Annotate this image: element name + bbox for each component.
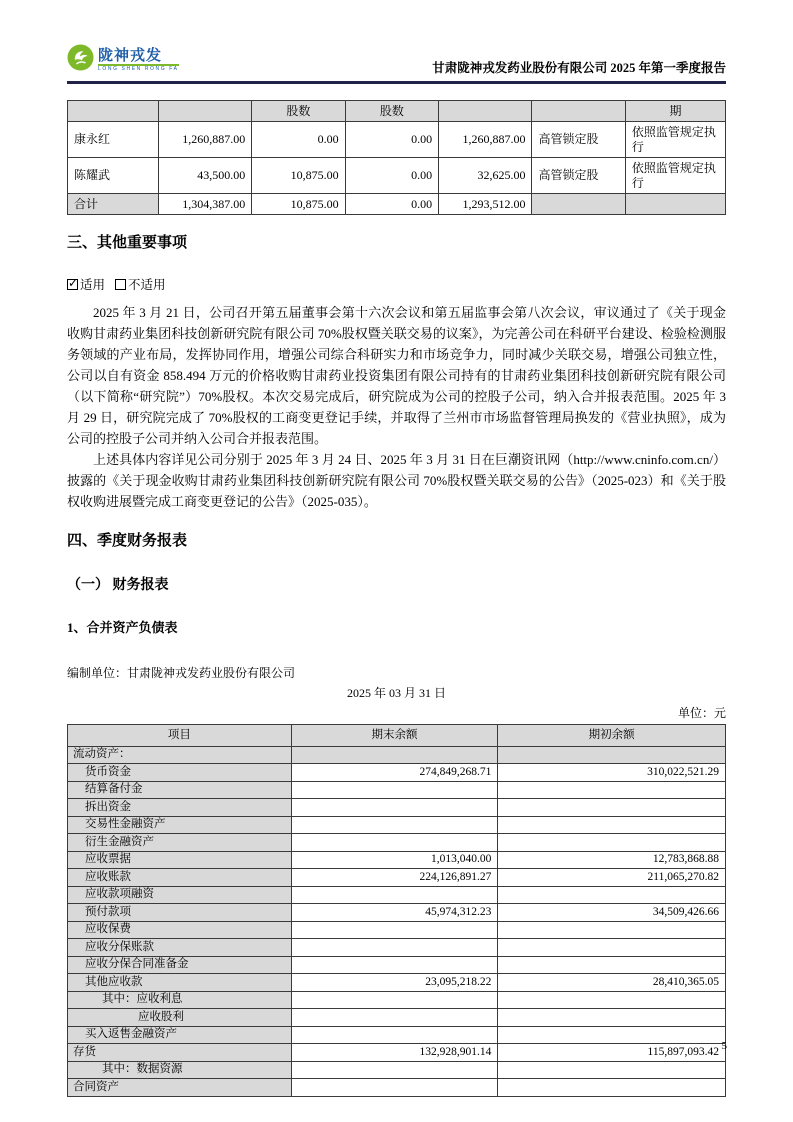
checked-checkbox-icon — [67, 279, 78, 290]
row-label: 应收票据 — [68, 851, 292, 869]
lock-type: 高管锁定股 — [532, 158, 625, 194]
column-header: 股数 — [252, 101, 345, 122]
logo-name-en: LONG SHEN RONG FA — [98, 66, 179, 72]
table-header-row — [68, 725, 726, 747]
row-label: 应收保费 — [68, 921, 292, 939]
applicability-line — [67, 275, 726, 293]
share-count: 10,875.00 — [252, 158, 345, 194]
table-row — [68, 122, 726, 158]
table-row — [68, 1079, 726, 1097]
row-begin-value — [498, 834, 726, 852]
table-row — [68, 851, 726, 869]
row-label: 货币资金 — [68, 764, 292, 782]
table-row — [68, 921, 726, 939]
row-label: 拆出资金 — [68, 799, 292, 817]
table-row — [68, 158, 726, 194]
share-count: 10,875.00 — [252, 194, 345, 215]
unit-label: 单位：元 — [677, 706, 726, 720]
body-paragraph: 上述具体内容详见公司分别于 2025 年 3 月 24 日、2025 年 3 月 31 日在巨潮资讯网（http://www.cninfo.com.cn/）披露的《关于现金收购甘肃药业集团科技创新研究院有限公司 70%股权暨关联交易的公告》（2025-023）和《关于股权收购进展暨完成工商变更登记的公告》（2025-035）。 — [67, 452, 726, 509]
document-page — [67, 0, 726, 1097]
table-row — [68, 904, 726, 922]
unchecked-checkbox-icon — [115, 279, 126, 290]
share-count: 0.00 — [252, 122, 345, 158]
row-begin-value — [498, 1061, 726, 1079]
table-row — [68, 1061, 726, 1079]
share-count: 1,260,887.00 — [158, 122, 251, 158]
row-begin-value — [498, 1079, 726, 1097]
row-begin-value: 34,509,426.66 — [498, 904, 726, 922]
table-row — [68, 991, 726, 1009]
row-label: 结算备付金 — [68, 781, 292, 799]
column-header — [532, 101, 625, 122]
company-logo — [67, 44, 179, 76]
table-row — [68, 956, 726, 974]
share-count: 32,625.00 — [439, 158, 532, 194]
row-begin-value — [498, 956, 726, 974]
row-begin-value: 310,022,521.29 — [498, 764, 726, 782]
row-end-value: 132,928,901.14 — [291, 1044, 498, 1062]
column-header — [68, 101, 159, 122]
row-end-value: 1,013,040.00 — [291, 851, 498, 869]
row-end-value — [291, 834, 498, 852]
row-label: 买入返售金融资产 — [68, 1026, 292, 1044]
row-label: 衍生金融资产 — [68, 834, 292, 852]
row-begin-value — [498, 799, 726, 817]
share-count: 1,260,887.00 — [439, 122, 532, 158]
row-end-value: 224,126,891.27 — [291, 869, 498, 887]
share-count: 0.00 — [345, 122, 438, 158]
not-applicable-label: 不适用 — [128, 278, 166, 292]
row-end-value: 23,095,218.22 — [291, 974, 498, 992]
row-begin-value — [498, 886, 726, 904]
row-end-value — [291, 1009, 498, 1027]
row-end-value — [291, 886, 498, 904]
row-begin-value — [498, 991, 726, 1009]
statement-title: 1、合并资产负债表 — [67, 620, 178, 635]
row-begin-value: 28,410,365.05 — [498, 974, 726, 992]
table-row — [68, 1044, 726, 1062]
table-row — [68, 974, 726, 992]
subsection-heading: （一） 财务报表 — [67, 578, 169, 593]
table-row — [68, 869, 726, 887]
table-total-row — [68, 194, 726, 215]
row-label: 应收分保账款 — [68, 939, 292, 957]
row-end-value — [291, 1061, 498, 1079]
table-row — [68, 1009, 726, 1027]
row-label: 其中：数据资源 — [68, 1061, 292, 1079]
row-end-value — [291, 939, 498, 957]
row-end-value — [291, 799, 498, 817]
share-count: 0.00 — [345, 158, 438, 194]
row-end-value — [291, 816, 498, 834]
lock-note: 依照监管规定执行 — [625, 122, 725, 158]
row-label: 应收账款 — [68, 869, 292, 887]
table-row — [68, 939, 726, 957]
page-header — [67, 0, 726, 84]
row-begin-value — [498, 816, 726, 834]
row-end-value — [291, 991, 498, 1009]
row-label: 其他应收款 — [68, 974, 292, 992]
share-count: 1,293,512.00 — [439, 194, 532, 215]
row-begin-value — [498, 1009, 726, 1027]
row-end-value — [291, 781, 498, 799]
row-label: 存货 — [68, 1044, 292, 1062]
empty-cell — [625, 194, 725, 215]
table-row — [68, 1026, 726, 1044]
share-count: 43,500.00 — [158, 158, 251, 194]
row-end-value — [291, 1079, 498, 1097]
row-label: 其中：应收利息 — [68, 991, 292, 1009]
row-label: 应收分保合同准备金 — [68, 956, 292, 974]
row-begin-value — [498, 781, 726, 799]
applicable-label: 适用 — [80, 278, 106, 292]
column-header — [439, 101, 532, 122]
section-heading-other-matters: 三、其他重要事项 — [67, 235, 188, 251]
balance-sheet-table — [67, 724, 726, 1097]
column-header: 期 — [625, 101, 725, 122]
locked-shares-table — [67, 100, 726, 215]
body-paragraph: 2025 年 3 月 21 日，公司召开第五届董事会第十六次会议和第五届监事会第八次会议，审议通过了《关于现金收购甘肃药业集团科技创新研究院有限公司 70%股权暨关联交易的议案》，为完善公司在科研平台建设、检验检测服务领域的产业布局，发挥协同作用，增强公司综合科研实力和市场竞争力，同时减少关联交易，增强公司独立性，公司以自有资金 858.494 万元的价格收购甘肃药业投资集团有限公司持有的甘肃药业集团科技创新研究院有限公司（以下简称“研究院”）70%股权。本次交易完成后，研究院成为公司的控股子公司，纳入合并报表范围。2025 年 3 月 29 日，研究院完成了 70%股权的工商变更登记手续，并取得了兰州市市场监督管理局换发的《营业执照》，成为公司的控股子公司并纳入公司合并报表范围。 — [67, 305, 726, 446]
table-row — [68, 781, 726, 799]
row-begin-value: 12,783,868.88 — [498, 851, 726, 869]
row-label: 交易性金融资产 — [68, 816, 292, 834]
table-row — [68, 764, 726, 782]
column-header-beginning: 期初余额 — [498, 725, 726, 747]
row-label: 合同资产 — [68, 1079, 292, 1097]
row-end-value: 45,974,312.23 — [291, 904, 498, 922]
not-applicable-option — [115, 278, 166, 292]
prepared-by: 编制单位：甘肃陇神戎发药业股份有限公司 — [67, 666, 296, 680]
row-label: 应收股利 — [68, 1009, 292, 1027]
report-title: 甘肃陇神戎发药业股份有限公司 2025 年第一季度报告 — [432, 61, 726, 75]
row-begin-value: 115,897,093.42 — [498, 1044, 726, 1062]
lock-type: 高管锁定股 — [532, 122, 625, 158]
row-end-value — [291, 1026, 498, 1044]
table-row — [68, 886, 726, 904]
row-end-value — [291, 746, 498, 764]
total-label: 合计 — [68, 194, 159, 215]
column-header-item: 项目 — [68, 725, 292, 747]
section-heading-financial-statements: 四、季度财务报表 — [67, 533, 188, 549]
row-begin-value — [498, 746, 726, 764]
shareholder-name: 康永红 — [68, 122, 159, 158]
row-begin-value — [498, 939, 726, 957]
row-label: 应收款项融资 — [68, 886, 292, 904]
row-label: 流动资产： — [68, 746, 292, 764]
row-end-value — [291, 921, 498, 939]
logo-wordmark — [98, 48, 179, 72]
table-row — [68, 799, 726, 817]
share-count: 0.00 — [345, 194, 438, 215]
row-end-value: 274,849,268.71 — [291, 764, 498, 782]
lock-note: 依照监管规定执行 — [625, 158, 725, 194]
logo-name-cn: 陇神戎发 — [98, 47, 163, 64]
row-begin-value: 211,065,270.82 — [498, 869, 726, 887]
applicable-option — [67, 278, 105, 292]
row-label: 预付款项 — [68, 904, 292, 922]
logo-icon — [67, 44, 94, 76]
table-row — [68, 834, 726, 852]
column-header: 股数 — [345, 101, 438, 122]
shareholder-name: 陈耀武 — [68, 158, 159, 194]
table-header-row — [68, 101, 726, 122]
empty-cell — [532, 194, 625, 215]
column-header-ending: 期末余额 — [291, 725, 498, 747]
row-begin-value — [498, 1026, 726, 1044]
table-section-row — [68, 746, 726, 764]
statement-date: 2025 年 03 月 31 日 — [346, 686, 446, 700]
page-number: 5 — [721, 1040, 727, 1052]
row-begin-value — [498, 921, 726, 939]
share-count: 1,304,387.00 — [158, 194, 251, 215]
column-header — [158, 101, 251, 122]
row-end-value — [291, 956, 498, 974]
table-row — [68, 816, 726, 834]
